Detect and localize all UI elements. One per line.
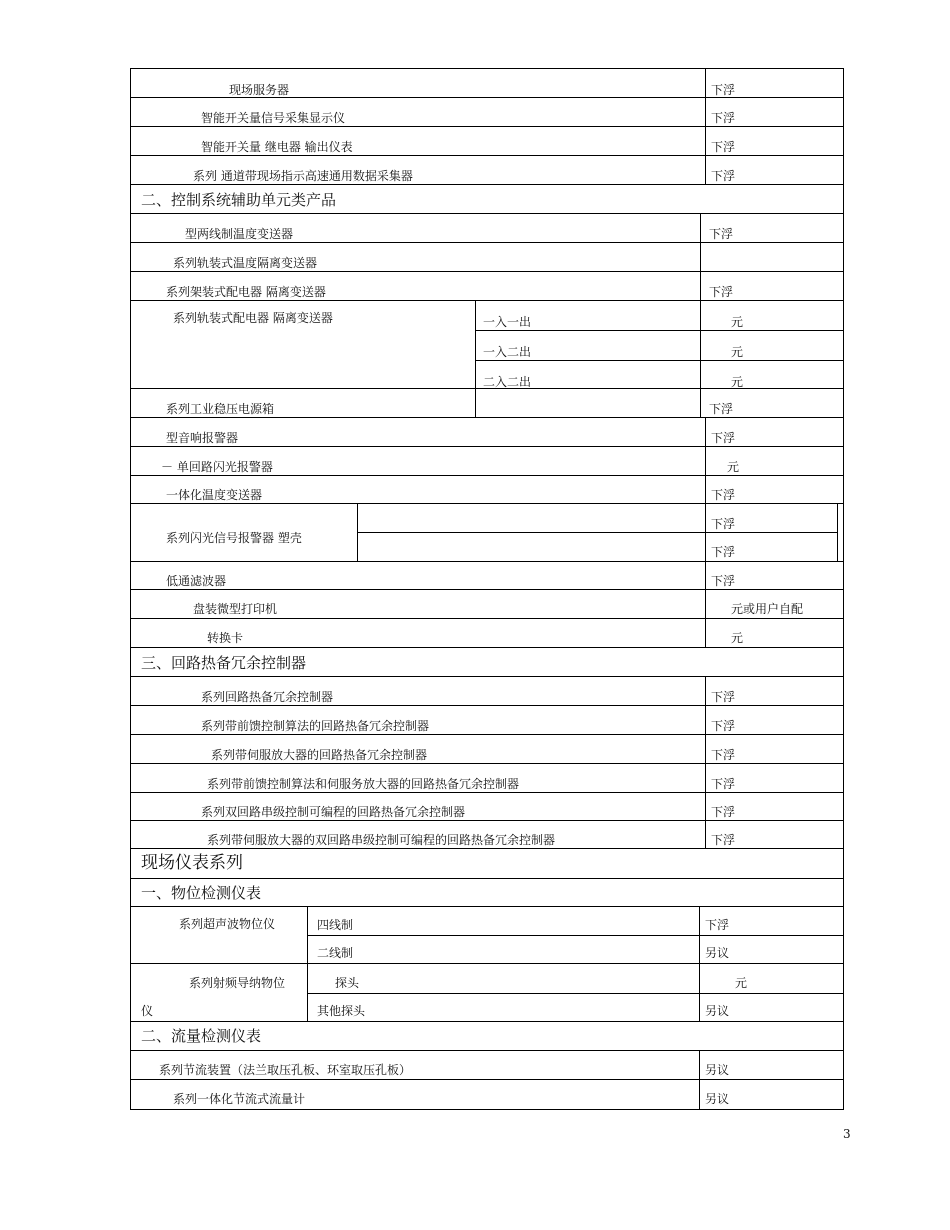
price-cell: 下浮 xyxy=(711,777,736,791)
item-name: 盘装微型打印机 xyxy=(193,602,278,616)
table-row xyxy=(131,388,843,417)
price-cell: 元 xyxy=(731,375,744,389)
price-cell: 下浮 xyxy=(711,748,736,762)
table-row xyxy=(131,792,843,820)
price-cell: 下浮 xyxy=(711,488,736,502)
table-row xyxy=(131,213,843,242)
table-row xyxy=(131,734,843,763)
table-row xyxy=(131,820,843,848)
price-cell: 下浮 xyxy=(709,227,734,241)
price-cell: 元 xyxy=(735,976,748,990)
spec-cell: 其他探头 xyxy=(317,1004,366,1018)
price-cell: 另议 xyxy=(705,1092,730,1106)
price-cell: 元 xyxy=(731,345,744,359)
table-row xyxy=(131,1079,843,1109)
table-row-group xyxy=(131,300,843,388)
item-name: 系列一体化节流式流量计 xyxy=(173,1092,306,1106)
price-cell: 下浮 xyxy=(711,111,736,125)
table-row xyxy=(131,97,843,126)
item-name: 系列回路热备冗余控制器 xyxy=(201,690,334,704)
table-row xyxy=(131,561,843,589)
section-heading: 二、控制系统辅助单元类产品 xyxy=(141,191,337,209)
section-heading-row xyxy=(131,878,843,906)
price-cell: 下浮 xyxy=(711,690,736,704)
price-cell: 下浮 xyxy=(711,169,736,183)
section-heading-row xyxy=(131,1021,843,1050)
table-row xyxy=(131,126,843,155)
item-name: 现场服务器 xyxy=(229,83,290,97)
price-cell: 下浮 xyxy=(711,805,736,819)
spec-cell: 二入二出 xyxy=(483,375,532,389)
section-heading: 一、物位检测仪表 xyxy=(141,884,262,902)
price-cell: 另议 xyxy=(705,1004,730,1018)
item-name: 系列带伺服放大器的双回路串级控制可编程的回路热备冗余控制器 xyxy=(207,833,556,847)
item-name: 系列超声波物位仪 xyxy=(179,917,276,931)
spec-cell: 四线制 xyxy=(317,918,354,932)
item-name: 低通滤波器 xyxy=(166,574,227,588)
major-heading-row xyxy=(131,848,843,878)
price-cell: 下浮 xyxy=(705,918,730,932)
page-number: 3 xyxy=(843,1127,851,1141)
table-row xyxy=(131,618,843,647)
price-cell: 下浮 xyxy=(709,285,734,299)
table-row xyxy=(131,446,843,475)
table-row xyxy=(131,155,843,184)
item-name: 型两线制温度变送器 xyxy=(185,227,294,241)
table-row xyxy=(131,475,843,503)
item-name-continued: 仪 xyxy=(141,1004,154,1018)
major-heading: 现场仪表系列 xyxy=(141,853,243,873)
section-heading: 二、流量检测仪表 xyxy=(141,1027,262,1045)
item-name: 系列轨装式配电器 隔离变送器 xyxy=(173,311,333,325)
price-cell: 元 xyxy=(727,460,740,474)
table-row xyxy=(131,676,843,705)
price-cell: 下浮 xyxy=(711,83,736,97)
price-cell: 下浮 xyxy=(711,517,736,531)
table-row xyxy=(131,763,843,792)
table-row xyxy=(131,589,843,618)
table-row xyxy=(131,1050,843,1079)
item-name: 系列轨装式温度隔离变送器 xyxy=(173,256,318,270)
table-row xyxy=(131,417,843,446)
price-cell: 下浮 xyxy=(711,833,736,847)
item-name: 系列射频导纳物位 xyxy=(189,976,286,990)
table-row xyxy=(131,242,843,271)
price-table xyxy=(130,68,844,1110)
price-cell: 下浮 xyxy=(709,402,734,416)
price-cell: 下浮 xyxy=(711,140,736,154)
item-name: 智能开关量 继电器 输出仪表 xyxy=(201,140,353,154)
section-heading-row xyxy=(131,184,843,213)
section-heading-row xyxy=(131,647,843,676)
item-name: 型音响报警器 xyxy=(166,431,239,445)
price-cell: 另议 xyxy=(705,1063,730,1077)
table-row xyxy=(131,271,843,300)
item-name: 系列带前馈控制算法和伺服务放大器的回路热备冗余控制器 xyxy=(207,777,520,791)
section-heading: 三、回路热备冗余控制器 xyxy=(141,654,307,672)
price-cell: 下浮 xyxy=(711,431,736,445)
table-row-group xyxy=(131,503,843,561)
price-cell: 下浮 xyxy=(711,574,736,588)
item-name: 系列带伺服放大器的回路热备冗余控制器 xyxy=(211,748,428,762)
item-name: 转换卡 xyxy=(207,631,244,645)
price-cell: 元 xyxy=(731,631,744,645)
item-name: － 单回路闪光报警器 xyxy=(161,460,273,474)
item-name: 系列闪光信号报警器 塑壳 xyxy=(166,531,302,545)
price-cell: 元或用户自配 xyxy=(731,602,804,616)
price-cell: 下浮 xyxy=(711,545,736,559)
item-name: 系列节流装置（法兰取压孔板、环室取压孔板） xyxy=(159,1063,412,1077)
table-row-group xyxy=(131,963,843,1021)
price-cell: 另议 xyxy=(705,946,730,960)
item-name: 一体化温度变送器 xyxy=(166,488,263,502)
item-name: 智能开关量信号采集显示仪 xyxy=(201,111,346,125)
item-name: 系列带前馈控制算法的回路热备冗余控制器 xyxy=(201,719,430,733)
item-name: 系列 通道带现场指示高速通用数据采集器 xyxy=(193,169,413,183)
table-row-group xyxy=(131,906,843,963)
spec-cell: 探头 xyxy=(335,976,360,990)
spec-cell: 一入一出 xyxy=(483,315,532,329)
item-name: 系列架装式配电器 隔离变送器 xyxy=(166,285,326,299)
table-row xyxy=(131,68,843,97)
price-cell: 下浮 xyxy=(711,719,736,733)
price-cell: 元 xyxy=(731,315,744,329)
item-name: 系列双回路串级控制可编程的回路热备冗余控制器 xyxy=(201,805,466,819)
item-name: 系列工业稳压电源箱 xyxy=(166,402,275,416)
spec-cell: 一入二出 xyxy=(483,345,532,359)
spec-cell: 二线制 xyxy=(317,946,354,960)
table-row xyxy=(131,705,843,734)
